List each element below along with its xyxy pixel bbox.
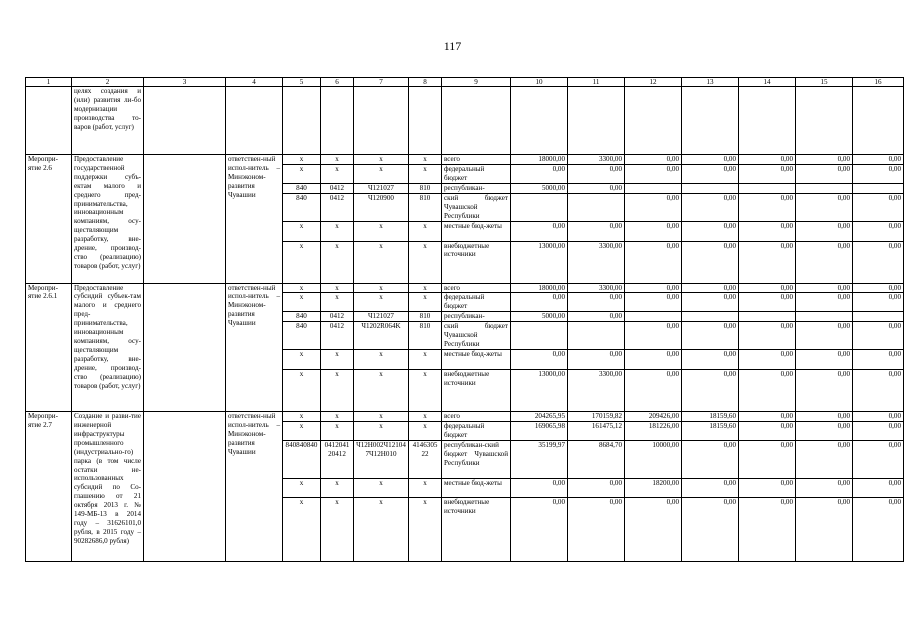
column-number: 14: [739, 78, 796, 87]
amount-cell: 0,00: [853, 241, 904, 283]
amount-cell: [796, 183, 853, 193]
page-number: 117: [443, 39, 462, 53]
empty-cell: [144, 412, 226, 562]
amount-cell: 0,00: [853, 370, 904, 412]
code-section: x: [321, 283, 354, 293]
code-section: 0412: [321, 193, 354, 221]
column-number: 13: [682, 78, 739, 87]
code-grbs: 840840840: [283, 440, 321, 478]
code-expense-type: x: [409, 421, 442, 440]
funding-source: республикан-: [442, 183, 511, 193]
funding-source: всего: [442, 155, 511, 165]
amount-cell: [625, 183, 682, 193]
amount-cell: 0,00: [739, 241, 796, 283]
amount-cell: 3300,00: [568, 241, 625, 283]
amount-cell: 0,00: [682, 221, 739, 241]
amount-cell: 0,00: [739, 421, 796, 440]
amount-cell: 0,00: [682, 283, 739, 293]
code-target: Ч12Н002Ч121047Ч12Н010: [354, 440, 409, 478]
column-number: 12: [625, 78, 682, 87]
amount-cell: 0,00: [511, 221, 568, 241]
amount-cell: 0,00: [511, 350, 568, 370]
funding-source: внебюджетные источники: [442, 241, 511, 283]
code-grbs: x: [283, 155, 321, 165]
amount-cell: [853, 312, 904, 322]
amount-cell: 0,00: [682, 241, 739, 283]
funding-source: ский бюджет Чувашской Республики: [442, 193, 511, 221]
code-section: x: [321, 221, 354, 241]
amount-cell: 0,00: [796, 155, 853, 165]
amount-cell: [511, 322, 568, 350]
amount-cell: 0,00: [625, 350, 682, 370]
amount-cell: 0,00: [796, 440, 853, 478]
amount-cell: 13000,00: [511, 370, 568, 412]
empty-cell: [354, 87, 409, 155]
amount-cell: 0,00: [853, 164, 904, 183]
code-grbs: x: [283, 478, 321, 497]
code-target: x: [354, 478, 409, 497]
amount-cell: 0,00: [739, 293, 796, 312]
funding-source: ский бюджет Чувашской Республики: [442, 322, 511, 350]
amount-cell: 0,00: [739, 440, 796, 478]
amount-cell: 18159,60: [682, 412, 739, 422]
empty-cell: [682, 87, 739, 155]
code-grbs: x: [283, 164, 321, 183]
code-grbs: x: [283, 497, 321, 561]
code-grbs: x: [283, 283, 321, 293]
column-number: 8: [409, 78, 442, 87]
amount-cell: 0,00: [625, 497, 682, 561]
code-section: x: [321, 412, 354, 422]
amount-cell: 0,00: [853, 478, 904, 497]
table-row: [26, 283, 904, 293]
code-expense-type: x: [409, 370, 442, 412]
empty-cell: [144, 283, 226, 412]
amount-cell: 0,00: [739, 322, 796, 350]
amount-cell: 0,00: [853, 221, 904, 241]
amount-cell: 161475,12: [568, 421, 625, 440]
amount-cell: 0,00: [568, 293, 625, 312]
amount-cell: 10000,00: [625, 440, 682, 478]
amount-cell: 0,00: [682, 293, 739, 312]
measure-name: Меропри-ятие 2.6.1: [26, 283, 72, 412]
amount-cell: 0,00: [682, 478, 739, 497]
code-grbs: x: [283, 412, 321, 422]
amount-cell: 0,00: [511, 164, 568, 183]
code-target: Ч121027: [354, 312, 409, 322]
amount-cell: 0,00: [625, 322, 682, 350]
measure-name: Меропри-ятие 2.6: [26, 155, 72, 284]
amount-cell: 0,00: [682, 350, 739, 370]
amount-cell: 0,00: [739, 412, 796, 422]
empty-cell: [144, 87, 226, 155]
amount-cell: 0,00: [853, 412, 904, 422]
amount-cell: 0,00: [796, 497, 853, 561]
amount-cell: 0,00: [568, 478, 625, 497]
code-section: x: [321, 350, 354, 370]
code-target: x: [354, 155, 409, 165]
amount-cell: [796, 312, 853, 322]
code-grbs: 840: [283, 322, 321, 350]
measure-description: целях создания и (или) развития ли-бо модернизации производства то-варов (работ, услуг): [72, 87, 144, 155]
funding-source: внебюджетные источники: [442, 370, 511, 412]
amount-cell: [682, 183, 739, 193]
column-number: 6: [321, 78, 354, 87]
code-section: x: [321, 155, 354, 165]
amount-cell: [739, 312, 796, 322]
amount-cell: 0,00: [853, 193, 904, 221]
funding-source: республикан-ский бюджет Чувашской Республики: [442, 440, 511, 478]
code-expense-type: x: [409, 497, 442, 561]
measure-description: Предоставление субсидий субъек-там малого и среднего пред-принимательства, инновационным компаниям, осу-ществляющим разработку, вне-дрение, производ-ство (реализацию) товаров (работ, услуг): [72, 283, 144, 412]
amount-cell: 0,00: [739, 370, 796, 412]
amount-cell: 0,00: [739, 164, 796, 183]
amount-cell: 0,00: [511, 293, 568, 312]
code-grbs: 840: [283, 193, 321, 221]
column-number: 10: [511, 78, 568, 87]
column-number: 15: [796, 78, 853, 87]
amount-cell: 18200,00: [625, 478, 682, 497]
empty-cell: [568, 87, 625, 155]
amount-cell: 0,00: [739, 497, 796, 561]
code-grbs: 840: [283, 183, 321, 193]
amount-cell: 0,00: [682, 440, 739, 478]
amount-cell: 0,00: [796, 221, 853, 241]
funding-source: федеральный бюджет: [442, 164, 511, 183]
amount-cell: 0,00: [796, 322, 853, 350]
amount-cell: 13000,00: [511, 241, 568, 283]
code-section: 0412: [321, 183, 354, 193]
amount-cell: 3300,00: [568, 155, 625, 165]
code-expense-type: x: [409, 350, 442, 370]
amount-cell: 0,00: [853, 155, 904, 165]
amount-cell: [568, 193, 625, 221]
amount-cell: 18000,00: [511, 155, 568, 165]
amount-cell: 3300,00: [568, 283, 625, 293]
amount-cell: 0,00: [625, 193, 682, 221]
amount-cell: 0,00: [739, 478, 796, 497]
amount-cell: 0,00: [739, 221, 796, 241]
amount-cell: 35199,97: [511, 440, 568, 478]
amount-cell: [853, 183, 904, 193]
funding-source: республикан-: [442, 312, 511, 322]
amount-cell: 8684,70: [568, 440, 625, 478]
amount-cell: 0,00: [625, 164, 682, 183]
empty-cell: [226, 87, 283, 155]
code-expense-type: 810: [409, 312, 442, 322]
amount-cell: 5000,00: [511, 183, 568, 193]
code-target: Ч1202R064K: [354, 322, 409, 350]
code-target: x: [354, 421, 409, 440]
measure-description: Предоставление государственной поддержки субъ-ектам малого и среднего пред-принимательства, инновационным компаниям, осу-ществляющим разработку, вне-дрение, производ-ство (реализацию) товаров (работ, услуг): [72, 155, 144, 284]
amount-cell: 0,00: [625, 370, 682, 412]
amount-cell: 0,00: [568, 164, 625, 183]
amount-cell: 0,00: [739, 193, 796, 221]
code-grbs: x: [283, 221, 321, 241]
code-expense-type: 810: [409, 193, 442, 221]
amount-cell: 0,00: [796, 193, 853, 221]
funding-source: внебюджетные источники: [442, 497, 511, 561]
code-expense-type: x: [409, 478, 442, 497]
code-section: x: [321, 293, 354, 312]
amount-cell: 0,00: [796, 478, 853, 497]
amount-cell: 0,00: [853, 440, 904, 478]
amount-cell: 0,00: [682, 370, 739, 412]
amount-cell: 0,00: [568, 497, 625, 561]
amount-cell: 18159,60: [682, 421, 739, 440]
amount-cell: 3300,00: [568, 370, 625, 412]
empty-cell: [625, 87, 682, 155]
measure-description: Создание и разви-тие инженерной инфраструктуры промышленного (индустриально-го) парка (в том числе остатки не-использованных субсидий по Со-глашению от 21 октября 2013 г. № 149-МБ-13 в 2014 году – 31626101,0 рубля, в 2015 году – 90282686,0 рубля): [72, 412, 144, 562]
amount-cell: 0,00: [568, 312, 625, 322]
amount-cell: [568, 322, 625, 350]
code-target: x: [354, 241, 409, 283]
code-target: Ч120900: [354, 193, 409, 221]
code-target: x: [354, 497, 409, 561]
code-grbs: x: [283, 421, 321, 440]
funding-source: федеральный бюджет: [442, 293, 511, 312]
code-expense-type: x: [409, 221, 442, 241]
code-expense-type: x: [409, 241, 442, 283]
amount-cell: 0,00: [739, 283, 796, 293]
code-section: x: [321, 478, 354, 497]
code-target: x: [354, 350, 409, 370]
amount-cell: 0,00: [853, 497, 904, 561]
amount-cell: 0,00: [682, 155, 739, 165]
column-number: 9: [442, 78, 511, 87]
code-target: x: [354, 293, 409, 312]
code-section: 0412: [321, 312, 354, 322]
column-number: 7: [354, 78, 409, 87]
code-section: x: [321, 241, 354, 283]
funding-source: местные бюд-жеты: [442, 221, 511, 241]
amount-cell: 0,00: [625, 241, 682, 283]
amount-cell: [739, 183, 796, 193]
column-number: 3: [144, 78, 226, 87]
code-section: 041204120412: [321, 440, 354, 478]
executor: ответствен-ный испол-нитель – Минэконом-развития Чувашии: [226, 412, 283, 562]
amount-cell: 0,00: [511, 478, 568, 497]
amount-cell: 0,00: [853, 350, 904, 370]
amount-cell: 0,00: [682, 322, 739, 350]
funding-source: местные бюд-жеты: [442, 350, 511, 370]
amount-cell: 169065,98: [511, 421, 568, 440]
empty-cell: [321, 87, 354, 155]
executor: ответствен-ный испол-нитель – Минэконом-развития Чувашии: [226, 155, 283, 284]
amount-cell: 5000,00: [511, 312, 568, 322]
empty-cell: [409, 87, 442, 155]
empty-cell: [796, 87, 853, 155]
column-number: 16: [853, 78, 904, 87]
code-grbs: x: [283, 350, 321, 370]
code-expense-type: 810: [409, 322, 442, 350]
amount-cell: 0,00: [568, 221, 625, 241]
amount-cell: 0,00: [796, 293, 853, 312]
amount-cell: 0,00: [853, 283, 904, 293]
code-expense-type: 810: [409, 183, 442, 193]
code-target: x: [354, 412, 409, 422]
amount-cell: 0,00: [625, 283, 682, 293]
table-row: [26, 155, 904, 165]
column-number: 11: [568, 78, 625, 87]
amount-cell: 0,00: [796, 283, 853, 293]
code-target: x: [354, 283, 409, 293]
amount-cell: 0,00: [796, 350, 853, 370]
code-expense-type: 414630522: [409, 440, 442, 478]
column-number: 2: [72, 78, 144, 87]
empty-cell: [511, 87, 568, 155]
amount-cell: 0,00: [625, 221, 682, 241]
amount-cell: 0,00: [568, 350, 625, 370]
code-section: x: [321, 497, 354, 561]
empty-cell: [283, 87, 321, 155]
amount-cell: 170159,82: [568, 412, 625, 422]
empty-cell: [442, 87, 511, 155]
amount-cell: 0,00: [568, 183, 625, 193]
column-number: 1: [26, 78, 72, 87]
column-number: 5: [283, 78, 321, 87]
header-row: [26, 78, 904, 87]
amount-cell: [682, 312, 739, 322]
amount-cell: 0,00: [625, 293, 682, 312]
amount-cell: 0,00: [739, 350, 796, 370]
amount-cell: 0,00: [796, 370, 853, 412]
amount-cell: 0,00: [796, 164, 853, 183]
funding-source: всего: [442, 412, 511, 422]
amount-cell: 209426,00: [625, 412, 682, 422]
code-target: Ч121027: [354, 183, 409, 193]
code-section: x: [321, 164, 354, 183]
code-target: x: [354, 221, 409, 241]
code-section: x: [321, 421, 354, 440]
code-expense-type: x: [409, 283, 442, 293]
amount-cell: 0,00: [853, 322, 904, 350]
amount-cell: 0,00: [853, 293, 904, 312]
amount-cell: 18000,00: [511, 283, 568, 293]
amount-cell: 0,00: [682, 497, 739, 561]
amount-cell: 0,00: [625, 155, 682, 165]
executor: ответствен-ный испол-нитель – Минэконом-развития Чувашии: [226, 283, 283, 412]
empty-cell: [853, 87, 904, 155]
empty-cell: [26, 87, 72, 155]
funding-source: местные бюд-жеты: [442, 478, 511, 497]
code-expense-type: x: [409, 155, 442, 165]
amount-cell: 0,00: [682, 164, 739, 183]
measure-name: Меропри-ятие 2.7: [26, 412, 72, 562]
code-target: x: [354, 370, 409, 412]
code-expense-type: x: [409, 293, 442, 312]
continuation-row: [26, 87, 904, 155]
code-grbs: x: [283, 370, 321, 412]
funding-source: всего: [442, 283, 511, 293]
amount-cell: 0,00: [682, 193, 739, 221]
empty-cell: [739, 87, 796, 155]
empty-cell: [144, 155, 226, 284]
code-section: x: [321, 370, 354, 412]
funding-source: федеральный бюджет: [442, 421, 511, 440]
column-number: 4: [226, 78, 283, 87]
table-row: [26, 412, 904, 422]
amount-cell: 0,00: [796, 421, 853, 440]
code-section: 0412: [321, 322, 354, 350]
amount-cell: 0,00: [853, 421, 904, 440]
code-grbs: x: [283, 241, 321, 283]
code-grbs: x: [283, 293, 321, 312]
amount-cell: 0,00: [796, 241, 853, 283]
amount-cell: [625, 312, 682, 322]
amount-cell: [511, 193, 568, 221]
amount-cell: 0,00: [511, 497, 568, 561]
amount-cell: 0,00: [739, 155, 796, 165]
code-target: x: [354, 164, 409, 183]
budget-table: [25, 77, 904, 562]
amount-cell: 181226,00: [625, 421, 682, 440]
code-expense-type: x: [409, 412, 442, 422]
amount-cell: 0,00: [796, 412, 853, 422]
code-expense-type: x: [409, 164, 442, 183]
amount-cell: 204265,95: [511, 412, 568, 422]
code-grbs: 840: [283, 312, 321, 322]
